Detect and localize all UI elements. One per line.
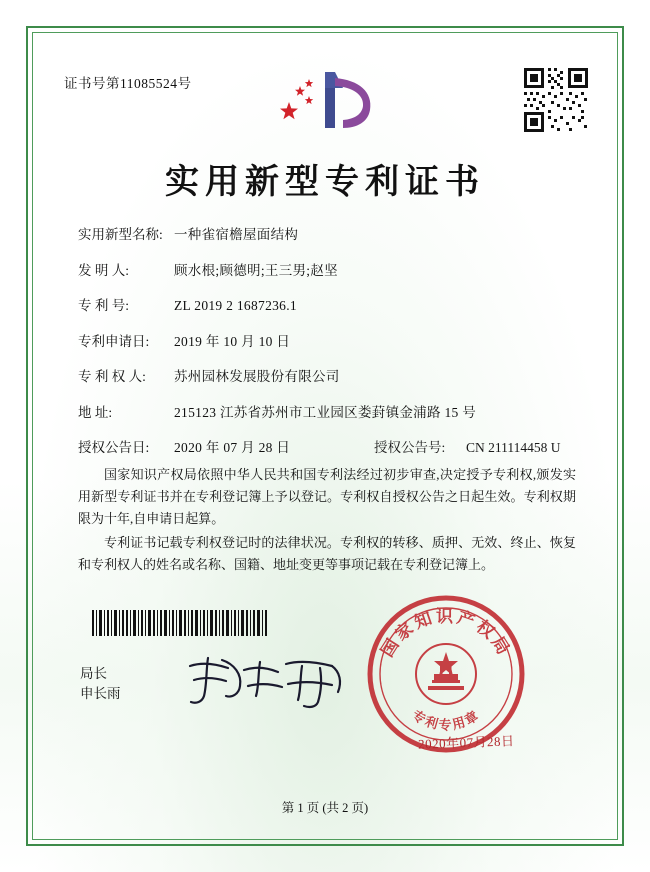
field-value-grant-number: CN 211114458 U (466, 440, 561, 455)
field-value-patent-number: ZL 2019 2 1687236.1 (174, 298, 297, 313)
field-row-name (78, 228, 578, 242)
field-row-address (78, 406, 578, 420)
field-label-grant-number: 授权公告号: (374, 440, 446, 455)
legal-paragraph-1: 国家知识产权局依照中华人民共和国专利法经过初步审查,决定授予专利权,颁发实用新型专利证书并在专利登记簿上予以登记。专利权自授权公告之日起生效。专利权期限为十年,自申请日起算。 (78, 467, 576, 526)
field-value-patentee: 苏州园林发展股份有限公司 (174, 369, 340, 384)
svg-text:国家知识产权局: 国家知识产权局 (377, 607, 515, 661)
page-title: 实用新型专利证书 (165, 162, 485, 202)
field-label-patentee: 专 利 权 人: (78, 369, 146, 384)
qr-code (522, 66, 590, 134)
field-row-grant (78, 441, 578, 455)
certificate-number: 证书号第11085524号 (64, 76, 192, 91)
field-row-application-date (78, 335, 578, 349)
cnipa-logo-icon (269, 66, 381, 138)
signature-block (80, 664, 121, 704)
field-value-inventors: 顾水根;顾德明;王三男;赵坚 (174, 262, 338, 278)
legal-paragraph-2: 专利证书记载专利权登记时的法律状况。专利权的转移、质押、无效、终止、恢复和专利权人的姓名或名称、国籍、地址变更等事项记载在专利登记簿上。 (78, 535, 576, 572)
field-label-address: 地 址: (78, 404, 113, 420)
field-label-name: 实用新型名称: (78, 227, 163, 242)
svg-text:专利专用章: 专利专用章 (408, 707, 484, 734)
page-footer: 第 1 页 (共 2 页) (281, 801, 369, 815)
certificate-content (32, 32, 618, 840)
field-label-grant-date: 授权公告日: (78, 440, 150, 455)
field-value-application-date: 2019 年 10 月 10 日 (174, 333, 291, 349)
field-label-patent-number: 专 利 号: (78, 298, 130, 313)
field-value-grant-date: 2020 年 07 月 28 日 (174, 440, 291, 455)
director-title-label: 局长 (80, 666, 107, 681)
field-value-address: 215123 江苏省苏州市工业园区娄葑镇金浦路 15 号 (174, 404, 477, 420)
certificate-fields (78, 228, 578, 477)
field-row-patent-number (78, 299, 578, 313)
field-row-inventors (78, 264, 578, 278)
field-label-application-date: 专利申请日: (78, 333, 150, 349)
handwritten-signature (182, 652, 352, 712)
barcode (92, 610, 270, 636)
field-label-inventors: 发 明 人: (78, 262, 130, 278)
field-row-patentee (78, 370, 578, 384)
director-name: 申长雨 (80, 686, 121, 701)
seal-date: 2020年07月28日 (417, 733, 515, 752)
field-value-name: 一种雀宿檐屋面结构 (174, 227, 299, 242)
legal-text (78, 464, 576, 578)
